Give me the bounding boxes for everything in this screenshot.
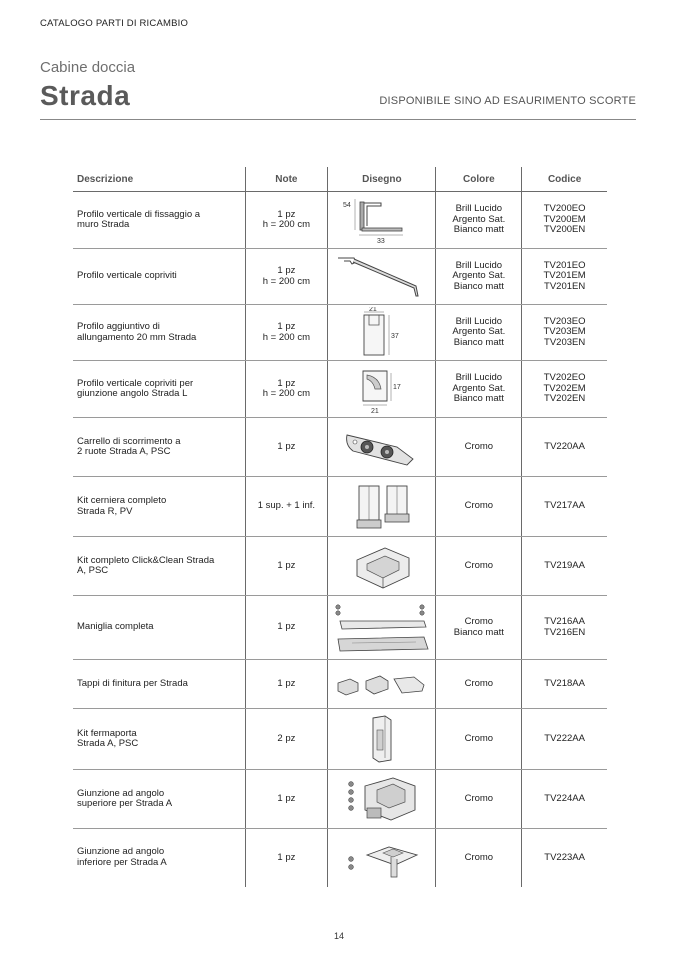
part-code: TV201EO TV201EM TV201EN	[543, 259, 586, 292]
part-code: TV222AA	[544, 732, 585, 744]
part-color: Cromo	[464, 732, 494, 744]
part-description: Maniglia completa	[77, 621, 154, 633]
end-caps-drawing	[332, 669, 432, 699]
part-color: Cromo	[464, 851, 494, 863]
part-note: 1 sup. + 1 inf.	[257, 500, 316, 512]
part-note: 2 pz	[277, 732, 296, 744]
door-stop-drawing	[337, 712, 427, 766]
section-subtitle: Cabine doccia	[40, 59, 136, 76]
part-description: Giunzione ad angolo superiore per Strada A	[77, 787, 173, 809]
dimension-width-label: 21	[370, 408, 379, 415]
part-note: 1 pz	[277, 792, 296, 804]
table-row	[73, 477, 607, 537]
part-code: TV216AA TV216EN	[544, 616, 586, 638]
part-color: Brill Lucido Argento Sat. Bianco matt	[452, 372, 506, 405]
table-row	[73, 361, 607, 418]
table-row	[73, 829, 607, 887]
table-row	[73, 660, 607, 709]
part-code: TV202EO TV202EM TV202EN	[543, 372, 586, 405]
table-row	[73, 305, 607, 361]
column-header-drawing: Disegno	[328, 167, 436, 192]
table-row	[73, 537, 607, 596]
dimension-width-label: 33	[376, 238, 385, 245]
part-description: Kit completo Click&Clean Strada A, PSC	[77, 554, 215, 576]
part-description: Kit cerniera completo Strada R, PV	[77, 495, 167, 517]
part-code: TV218AA	[544, 677, 585, 689]
part-color: Cromo	[464, 677, 494, 689]
part-color: Brill Lucido Argento Sat. Bianco matt	[452, 259, 506, 292]
corner-profile-drawing	[337, 363, 427, 415]
part-code: TV219AA	[544, 559, 585, 571]
column-header-color: Colore	[436, 167, 522, 192]
page-number: 14	[333, 931, 344, 941]
part-note: 1 pz h = 200 cm	[262, 208, 311, 230]
dimension-height-label: 37	[390, 332, 399, 340]
part-code: TV223AA	[544, 851, 585, 863]
table-row	[73, 192, 607, 249]
part-description: Tappi di finitura per Strada	[77, 677, 188, 689]
part-description: Carrello di scorrimento a 2 ruote Strada A, PSC	[77, 435, 181, 457]
part-color: Cromo Bianco matt	[453, 616, 504, 638]
part-description: Profilo verticale copriviti	[77, 270, 177, 282]
part-color: Cromo	[464, 440, 494, 452]
table-header-row	[73, 167, 607, 192]
header-divider	[40, 119, 636, 120]
part-note: 1 pz	[277, 621, 296, 633]
part-description: Profilo aggiuntivo di allungamento 20 mm Strada	[77, 321, 197, 343]
part-code: TV217AA	[544, 500, 585, 512]
dimension-height-label: 54	[342, 202, 351, 209]
availability-note: DISPONIBILE SINO AD ESAURIMENTO SCORTE	[379, 95, 636, 107]
part-code: TV220AA	[544, 440, 585, 452]
wall-profile-drawing	[337, 194, 427, 246]
part-note: 1 pz	[277, 440, 296, 452]
column-header-notes: Note	[245, 167, 328, 192]
table-row	[73, 596, 607, 660]
table-row	[73, 249, 607, 305]
part-color: Cromo	[464, 792, 494, 804]
part-code: TV200EO TV200EM TV200EN	[543, 203, 586, 236]
part-description: Profilo verticale di fissaggio a muro Strada	[77, 208, 201, 230]
part-color: Cromo	[464, 559, 494, 571]
hinge-kit-drawing	[337, 480, 427, 534]
roller-carriage-drawing	[337, 421, 427, 473]
cover-profile-drawing	[332, 252, 432, 302]
part-color: Brill Lucido Argento Sat. Bianco matt	[452, 203, 506, 236]
part-note: 1 pz h = 200 cm	[262, 377, 311, 399]
part-description: Giunzione ad angolo inferiore per Strada A	[77, 846, 167, 868]
dimension-height-label: 17	[392, 384, 401, 391]
table-row	[73, 709, 607, 770]
table-row	[73, 770, 607, 829]
dimension-width-label: 21	[368, 306, 377, 313]
table-row	[73, 418, 607, 477]
part-note: 1 pz	[277, 851, 296, 863]
part-code: TV203EO TV203EM TV203EN	[543, 315, 586, 348]
part-note: 1 pz	[277, 559, 296, 571]
lower-corner-joint-drawing	[337, 831, 427, 885]
click-clean-kit-drawing	[337, 540, 427, 592]
upper-corner-joint-drawing	[337, 772, 427, 826]
part-description: Profilo verticale copriviti per giunzione angolo Strada L	[77, 377, 194, 399]
part-code: TV224AA	[544, 792, 585, 804]
column-header-code: Codice	[522, 167, 607, 192]
column-header-description: Descrizione	[73, 167, 245, 192]
extension-profile-drawing	[337, 307, 427, 359]
part-color: Cromo	[464, 500, 494, 512]
part-color: Brill Lucido Argento Sat. Bianco matt	[452, 315, 506, 348]
parts-table	[73, 167, 607, 887]
part-description: Kit fermaporta Strada A, PSC	[77, 727, 139, 749]
page-title: Strada	[40, 80, 131, 111]
catalog-header: CATALOGO PARTI DI RICAMBIO	[40, 18, 189, 29]
part-note: 1 pz h = 200 cm	[262, 321, 311, 343]
handle-drawing	[332, 599, 432, 657]
part-note: 1 pz h = 200 cm	[262, 265, 311, 287]
part-note: 1 pz	[277, 677, 296, 689]
